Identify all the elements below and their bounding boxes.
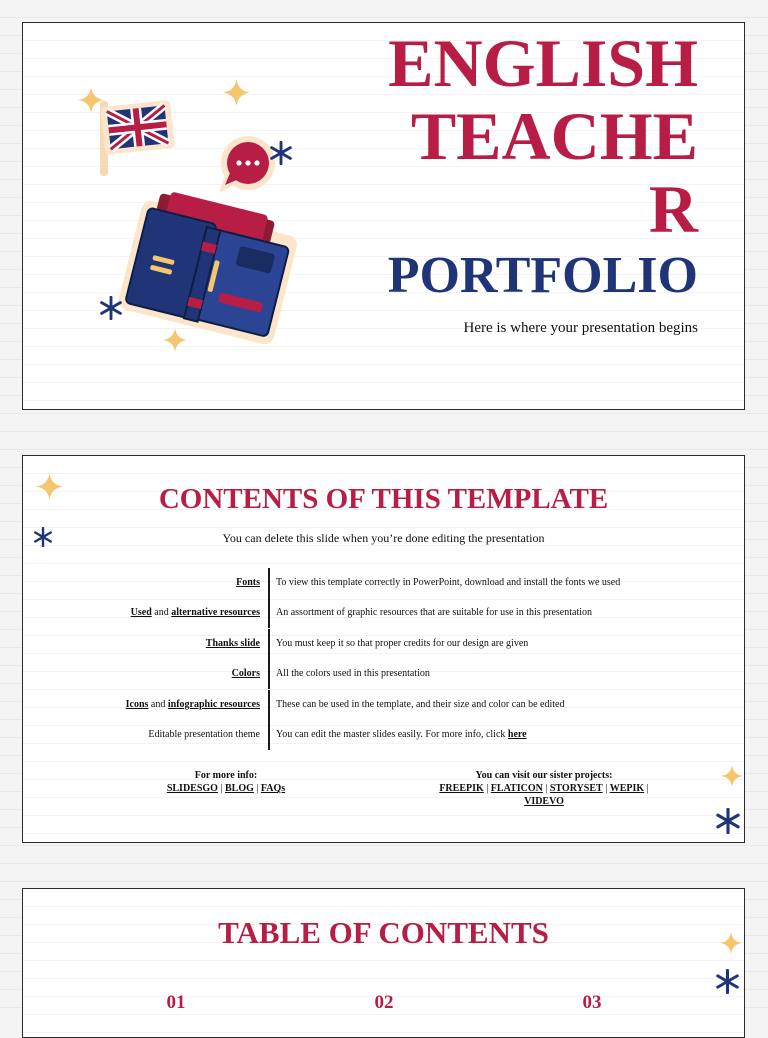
slide-title[interactable]	[22, 22, 745, 410]
thanks-slide-link[interactable]: Thanks slide	[205, 638, 260, 649]
contents-title: CONTENTS OF THIS TEMPLATE	[158, 483, 609, 515]
link-separator: |	[542, 783, 550, 794]
row-description: You must keep it so that proper credits for our design are given	[276, 638, 529, 649]
list-item	[23, 720, 744, 750]
row-divider	[268, 568, 270, 598]
used-resources-link[interactable]: Used	[130, 607, 152, 618]
row-divider	[268, 659, 270, 689]
asterisk-icon	[715, 969, 740, 994]
slide-subtitle: Here is where your presentation begins	[463, 320, 698, 336]
title-portfolio: PORTFOLIO	[387, 247, 698, 304]
open-book-icon	[117, 185, 303, 345]
sister-projects-heading: You can visit our sister projects:	[475, 770, 613, 781]
row-label	[232, 659, 260, 689]
label-joiner: and	[151, 607, 172, 618]
contents-subtitle: You can delete this slide when you’re done editing the presentation	[222, 531, 545, 545]
more-info-heading: For more info:	[194, 770, 258, 781]
title-line-1: ENGLISH	[388, 25, 698, 101]
link-separator: |	[644, 783, 649, 794]
row-divider	[268, 720, 270, 750]
here-link[interactable]: here	[507, 729, 527, 740]
row-divider	[268, 629, 270, 659]
asterisk-icon	[99, 296, 123, 320]
freepik-link[interactable]: FREEPIK	[439, 783, 484, 794]
icons-link[interactable]: Icons	[125, 699, 149, 710]
storyset-link[interactable]: STORYSET	[549, 783, 603, 794]
link-separator: |	[483, 783, 491, 794]
section-number-03: 03	[582, 992, 602, 1013]
alternative-resources-link[interactable]: alternative resources	[171, 607, 260, 618]
slide-table-of-contents[interactable]	[22, 888, 745, 1038]
blog-link[interactable]: BLOG	[224, 783, 254, 794]
row-divider	[268, 690, 270, 720]
list-item	[23, 659, 744, 689]
row-description: To view this template correctly in PowerPoint, download and install the fonts we used	[276, 577, 621, 588]
section-number-01: 01	[166, 992, 186, 1013]
fonts-link[interactable]: Fonts	[236, 577, 260, 588]
colors-link[interactable]: Colors	[231, 668, 260, 679]
wepik-link[interactable]: WEPIK	[609, 783, 645, 794]
sparkle-icon	[163, 328, 187, 352]
label-joiner: and	[148, 699, 168, 710]
infographic-resources-link[interactable]: infographic resources	[167, 699, 260, 710]
uk-flag-icon	[100, 100, 175, 176]
slide-contents[interactable]	[22, 455, 745, 843]
more-info-block	[123, 769, 329, 795]
toc-title: TABLE OF CONTENTS	[218, 915, 549, 950]
speech-bubble-icon	[219, 136, 275, 193]
row-label	[126, 690, 260, 720]
row-label	[236, 568, 260, 598]
sparkle-icon	[721, 765, 743, 787]
row-divider	[268, 598, 270, 628]
list-item	[23, 568, 744, 598]
row-description	[276, 720, 527, 750]
link-separator: |	[217, 783, 225, 794]
row-label	[131, 598, 260, 628]
row-description: These can be used in the template, and their size and color can be edited	[276, 699, 565, 710]
title-line-3: R	[648, 171, 698, 247]
list-item	[23, 598, 744, 628]
link-separator: |	[602, 783, 610, 794]
faqs-link[interactable]: FAQs	[260, 783, 286, 794]
sister-projects-block	[413, 769, 675, 808]
slidesgo-link[interactable]: SLIDESGO	[166, 783, 218, 794]
title-line-2: TEACHE	[410, 98, 698, 174]
row-description-text: You can edit the master slides easily. For more info, click	[276, 729, 508, 740]
list-item	[23, 629, 744, 659]
asterisk-icon	[269, 141, 293, 165]
videvo-link[interactable]: VIDEVO	[524, 796, 564, 807]
flaticon-link[interactable]: FLATICON	[490, 783, 543, 794]
asterisk-icon	[715, 808, 741, 834]
sparkle-icon	[78, 87, 104, 113]
row-description: All the colors used in this presentation	[276, 668, 430, 679]
section-number-02: 02	[374, 992, 394, 1013]
row-label	[206, 629, 260, 659]
link-separator: |	[253, 783, 261, 794]
list-item	[23, 690, 744, 720]
sparkle-icon	[223, 79, 250, 106]
row-description: An assortment of graphic resources that are suitable for use in this presentation	[276, 607, 593, 618]
row-label: Editable presentation theme	[148, 729, 260, 740]
